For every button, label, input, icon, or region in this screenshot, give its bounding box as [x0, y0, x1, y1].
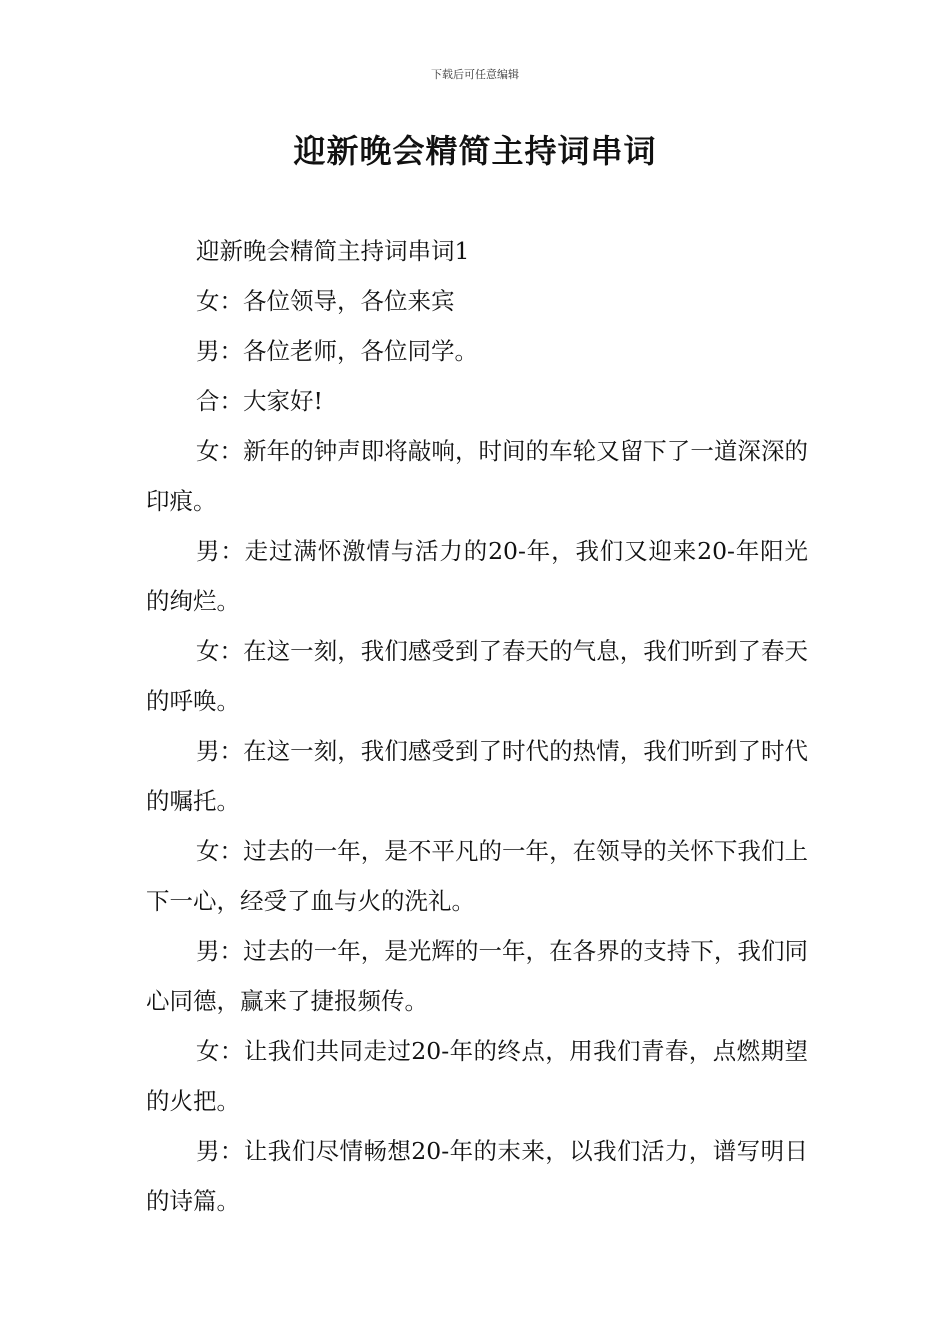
paragraph: 女：过去的一年，是不平凡的一年，在领导的关怀下我们上下一心，经受了血与火的洗礼。 [146, 837, 808, 915]
paragraph: 合：大家好! [196, 387, 323, 415]
paragraph: 女：在这一刻，我们感受到了春天的气息，我们听到了春天的呼唤。 [146, 637, 808, 715]
paragraph: 男：各位老师，各位同学。 [196, 337, 478, 365]
paragraph: 男：走过满怀激情与活力的20-年，我们又迎来20-年阳光的绚烂。 [146, 537, 808, 615]
document-title: 迎新晚会精简主持词串词 [293, 132, 657, 170]
paragraph: 女：新年的钟声即将敲响，时间的车轮又留下了一道深深的印痕。 [146, 437, 808, 515]
paragraph: 女：各位领导，各位来宾 [196, 287, 455, 315]
paragraph-subtitle: 迎新晚会精简主持词串词1 [196, 237, 470, 265]
paragraph: 男：过去的一年，是光辉的一年，在各界的支持下，我们同心同德，赢来了捷报频传。 [146, 937, 808, 1015]
paragraph: 男：让我们尽情畅想20-年的末来，以我们活力，谱写明日的诗篇。 [146, 1137, 808, 1215]
paragraph: 男：在这一刻，我们感受到了时代的热情，我们听到了时代的嘱托。 [146, 737, 808, 815]
header-note: 下载后可任意编辑 [431, 68, 519, 81]
document-body [146, 226, 808, 1226]
paragraph: 女：让我们共同走过20-年的终点，用我们青春，点燃期望的火把。 [146, 1037, 808, 1115]
